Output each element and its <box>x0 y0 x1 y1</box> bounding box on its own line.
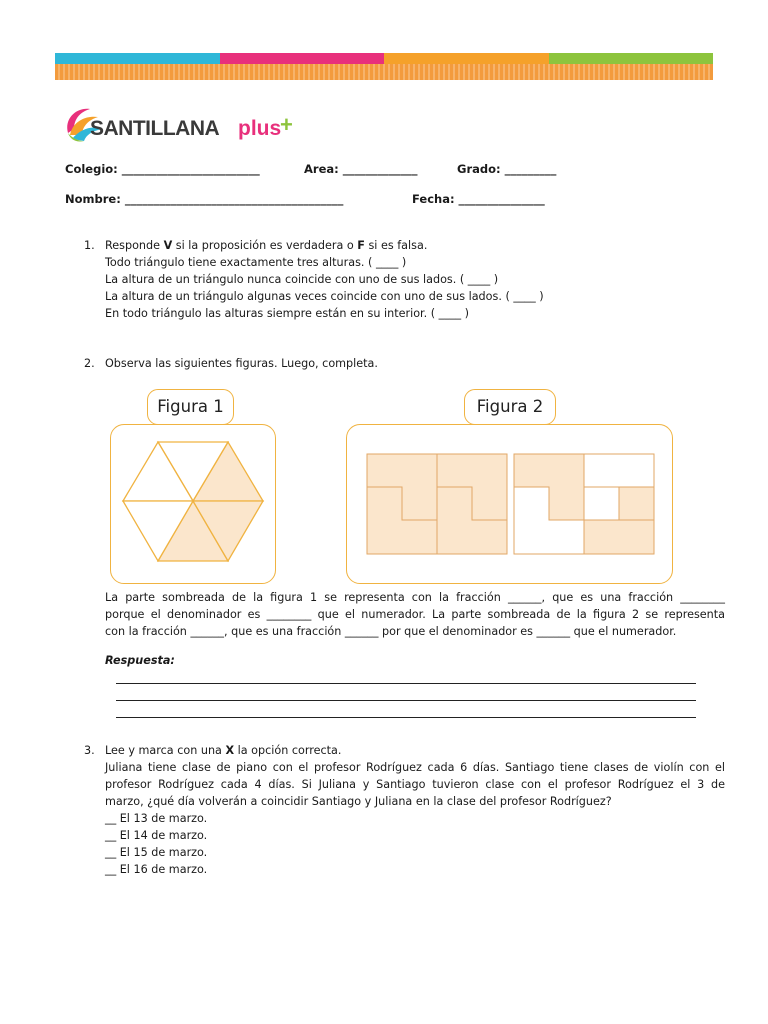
area-field[interactable]: Area: _____________ <box>304 162 418 176</box>
question-2-text-line[interactable]: porque el denominador es ________ que el numerador. La parte sombreada de la figura 2 se representa <box>105 608 725 621</box>
answer-label: Respuesta: <box>105 654 175 667</box>
question-3-option[interactable]: __ El 16 de marzo. <box>105 863 208 876</box>
nombre-field[interactable]: Nombre: ______________________________________ <box>65 192 344 206</box>
question-3-text-line: profesor Rodríguez cada 4 días. Si Juliana y Santiago tuvieron clase con el profesor Rodríguez el 3 de <box>105 778 725 791</box>
question-3-intro: Lee y marca con una X la opción correcta. <box>105 744 342 757</box>
fecha-field[interactable]: Fecha: _______________ <box>412 192 545 206</box>
answer-line[interactable] <box>116 700 696 701</box>
figure-1-hexagon <box>110 424 277 585</box>
question-1-intro: Responde V si la proposición es verdadera o F si es falsa. <box>105 239 428 252</box>
figure-1-label: Figura 1 <box>147 389 234 425</box>
logo-text-main: SANTILLANA <box>90 117 220 140</box>
question-3-option[interactable]: __ El 13 de marzo. <box>105 812 208 825</box>
logo-plus-sign: + <box>280 112 293 137</box>
question-1-item[interactable]: La altura de un triángulo algunas veces coincide con uno de sus lados. ( ____ ) <box>105 290 544 303</box>
question-3-option[interactable]: __ El 14 de marzo. <box>105 829 208 842</box>
grado-field[interactable]: Grado: _________ <box>457 162 557 176</box>
question-3-number: 3. <box>84 744 95 757</box>
question-1-item[interactable]: La altura de un triángulo nunca coincide con uno de sus lados. ( ____ ) <box>105 273 499 286</box>
question-2-text-line[interactable]: con la fracción ______, que es una fracción ______ por que el denominador es ______ que el numerador. <box>105 625 677 638</box>
figure-2-label: Figura 2 <box>464 389 556 425</box>
question-3-text-line: Juliana tiene clase de piano con el profesor Rodríguez cada 6 días. Santiago tiene clases de violín con el <box>105 761 725 774</box>
question-2-text-line[interactable]: La parte sombreada de la figura 1 se representa con la fracción ______, que es una fracción ________ <box>105 591 725 604</box>
question-1-number: 1. <box>84 239 95 252</box>
answer-line[interactable] <box>116 683 696 684</box>
logo-text-plus: plus <box>238 117 282 140</box>
question-3-option[interactable]: __ El 15 de marzo. <box>105 846 208 859</box>
answer-line[interactable] <box>116 717 696 718</box>
question-1-item[interactable]: En todo triángulo las alturas siempre están en su interior. ( ____ ) <box>105 307 469 320</box>
question-2-prompt: Observa las siguientes figuras. Luego, completa. <box>105 357 378 370</box>
header-orange-band <box>55 64 713 80</box>
question-2-number: 2. <box>84 357 95 370</box>
header-color-stripe <box>55 53 713 64</box>
figure-2-grid <box>346 424 674 585</box>
colegio-field[interactable]: Colegio: ________________________ <box>65 162 260 176</box>
question-1-item[interactable]: Todo triángulo tiene exactamente tres alturas. ( ____ ) <box>105 256 407 269</box>
santillana-logo <box>62 103 302 147</box>
question-3-text-line: marzo, ¿qué día volverán a coincidir Santiago y Juliana en la clase del profesor Rodríguez? <box>105 795 612 808</box>
